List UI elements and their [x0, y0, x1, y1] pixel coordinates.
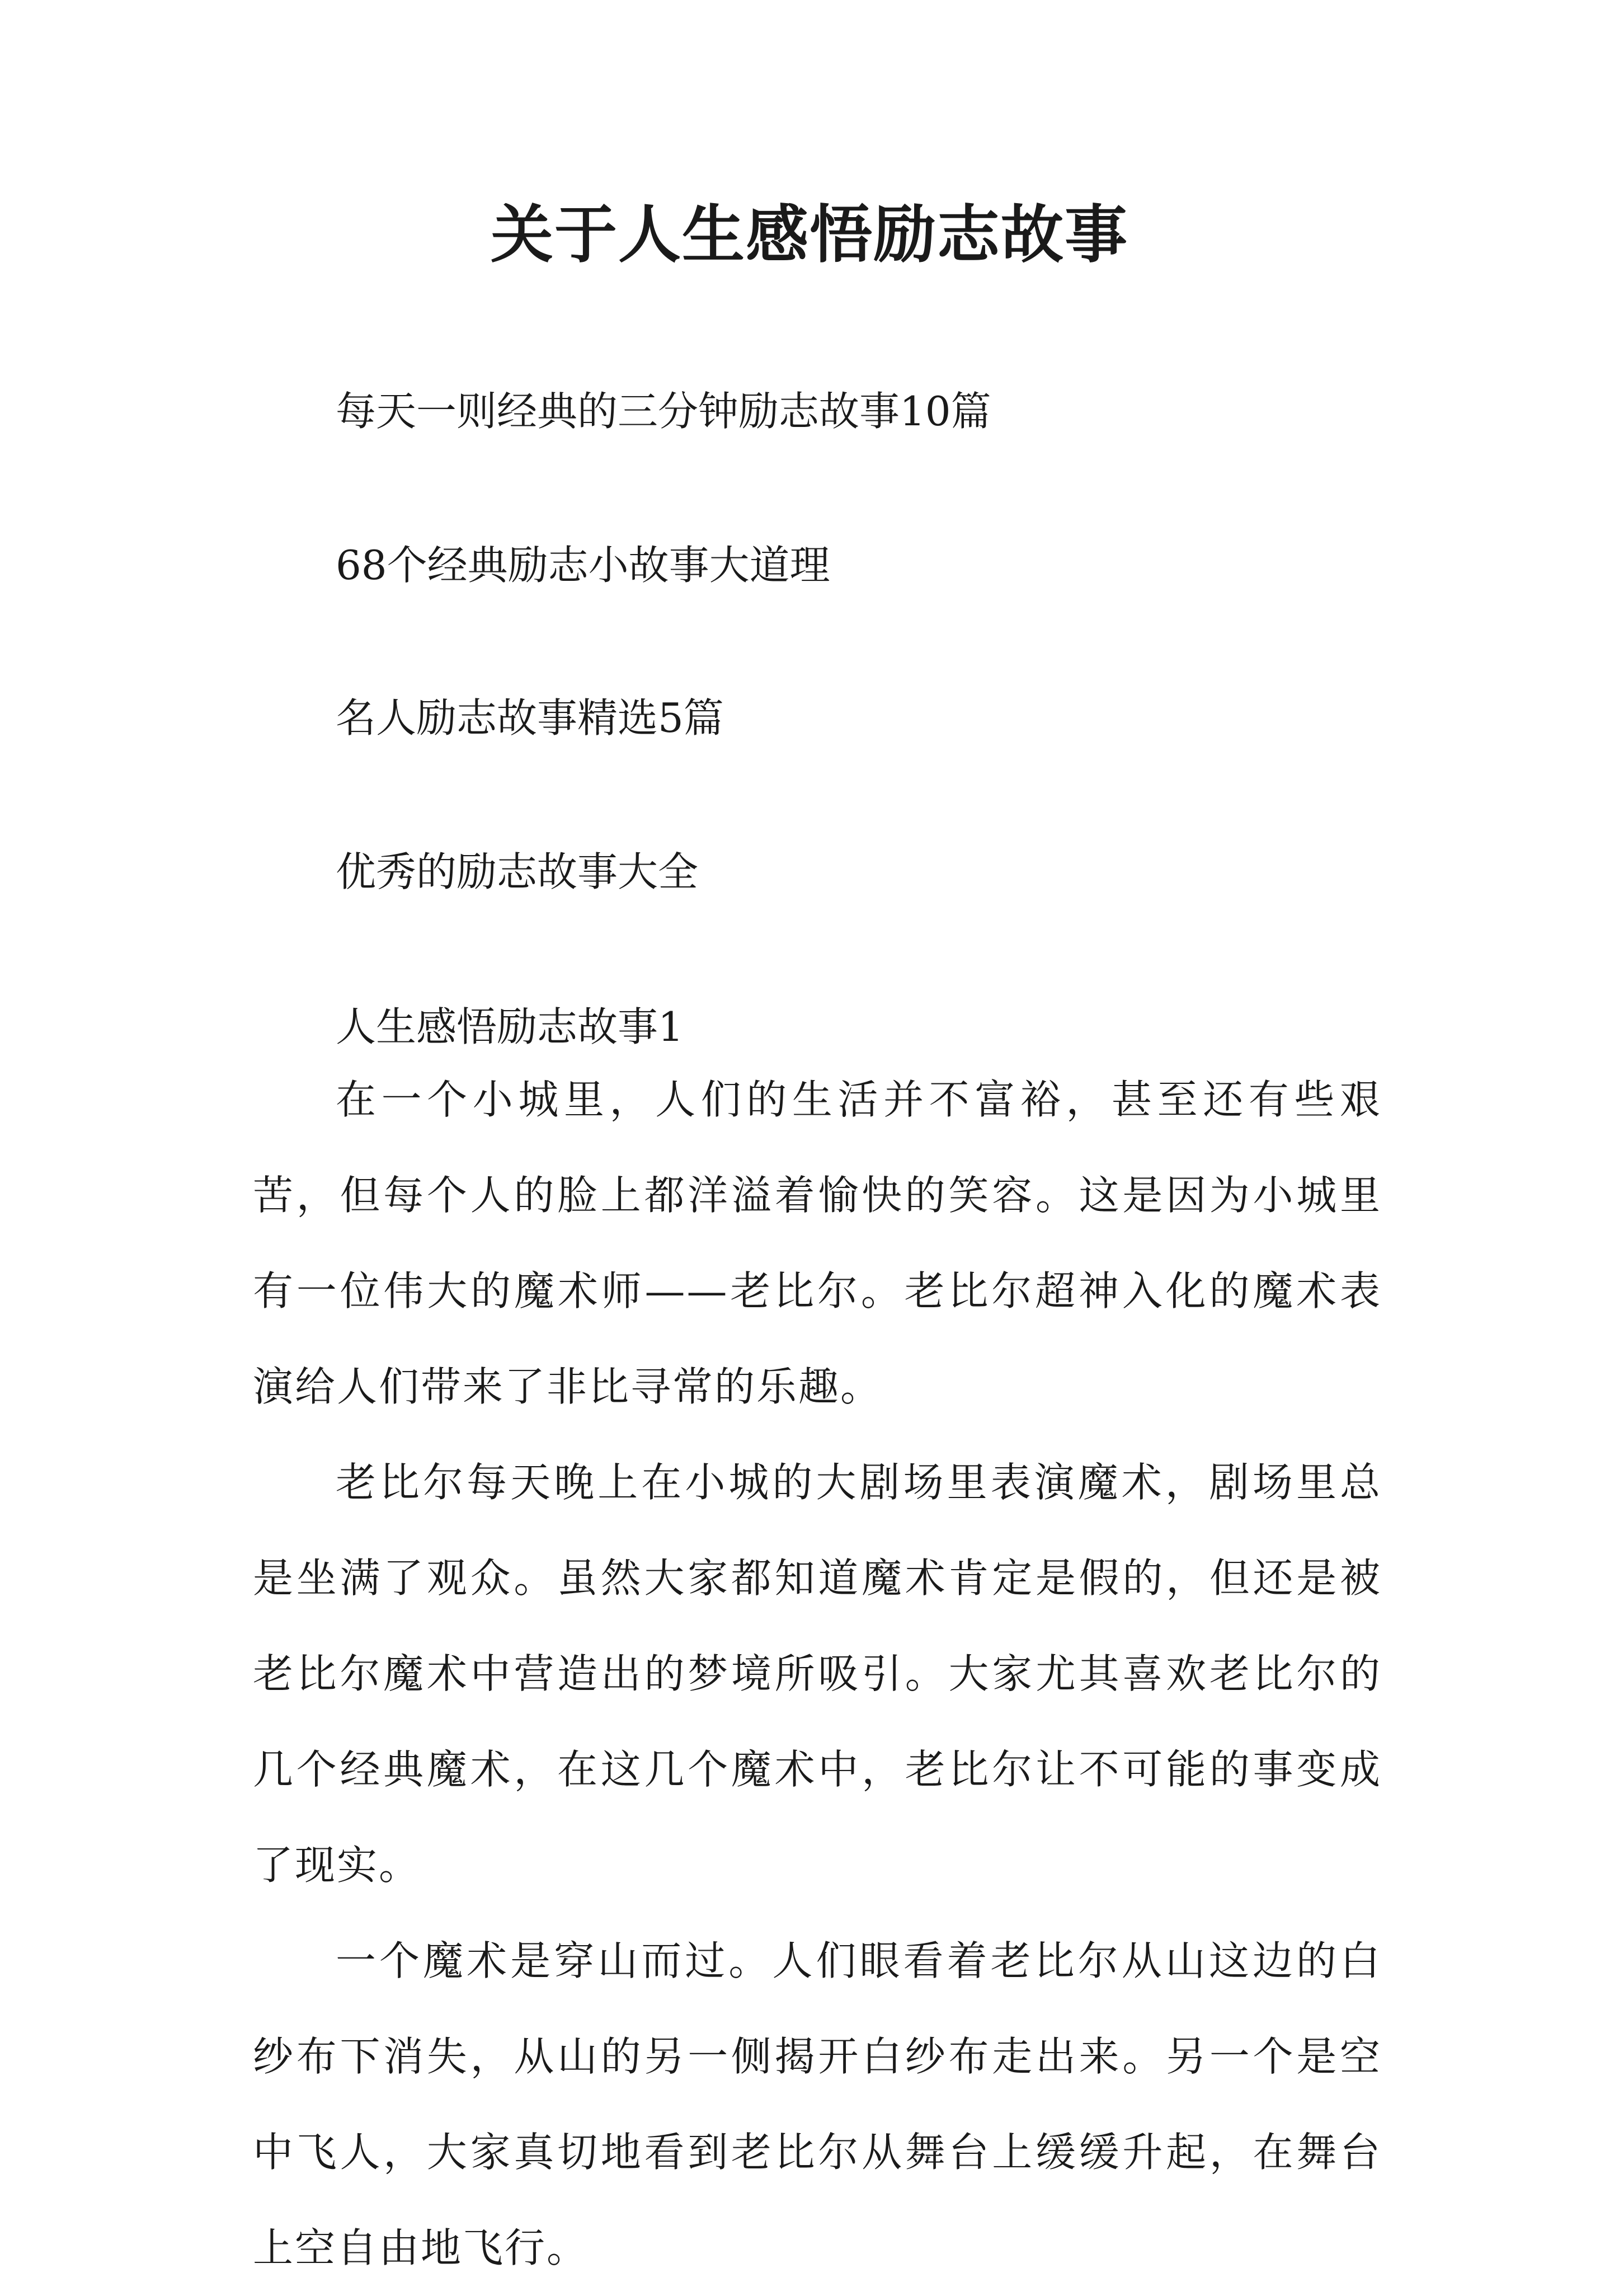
story-body: [253, 1052, 1382, 2296]
related-link-1[interactable]: 每天一则经典的三分钟励志故事10篇: [336, 388, 991, 435]
story-paragraph-3: 一个魔术是穿山而过。人们眼看着老比尔从山这边的白纱布下消失，从山的另一侧揭开白纱布走出来。另一个是空中飞人，大家真切地看到老比尔从舞台上缓缓升起，在舞台上空自由地飞行。: [253, 1937, 1382, 2271]
document-title: 关于人生感悟励志故事: [491, 198, 1128, 271]
related-link-3[interactable]: 名人励志故事精选5篇: [336, 694, 724, 741]
related-link-2[interactable]: 68个经典励志小故事大道理: [336, 542, 830, 589]
section-heading: 人生感悟励志故事1: [336, 1003, 684, 1050]
story-paragraph-2: 老比尔每天晚上在小城的大剧场里表演魔术，剧场里总是坐满了观众。虽然大家都知道魔术肯定是假的，但还是被老比尔魔术中营造出的梦境所吸引。大家尤其喜欢老比尔的几个经典魔术，在这几个魔术中，老比尔让不可能的事变成了现实。: [253, 1459, 1382, 1889]
related-link-4[interactable]: 优秀的励志故事大全: [336, 848, 699, 895]
story-paragraph-1: 在一个小城里，人们的生活并不富裕，甚至还有些艰苦，但每个人的脸上都洋溢着愉快的笑容。这是因为小城里有一位伟大的魔术师——老比尔。老比尔超神入化的魔术表演给人们带来了非比寻常的乐趣。: [253, 1076, 1382, 1410]
